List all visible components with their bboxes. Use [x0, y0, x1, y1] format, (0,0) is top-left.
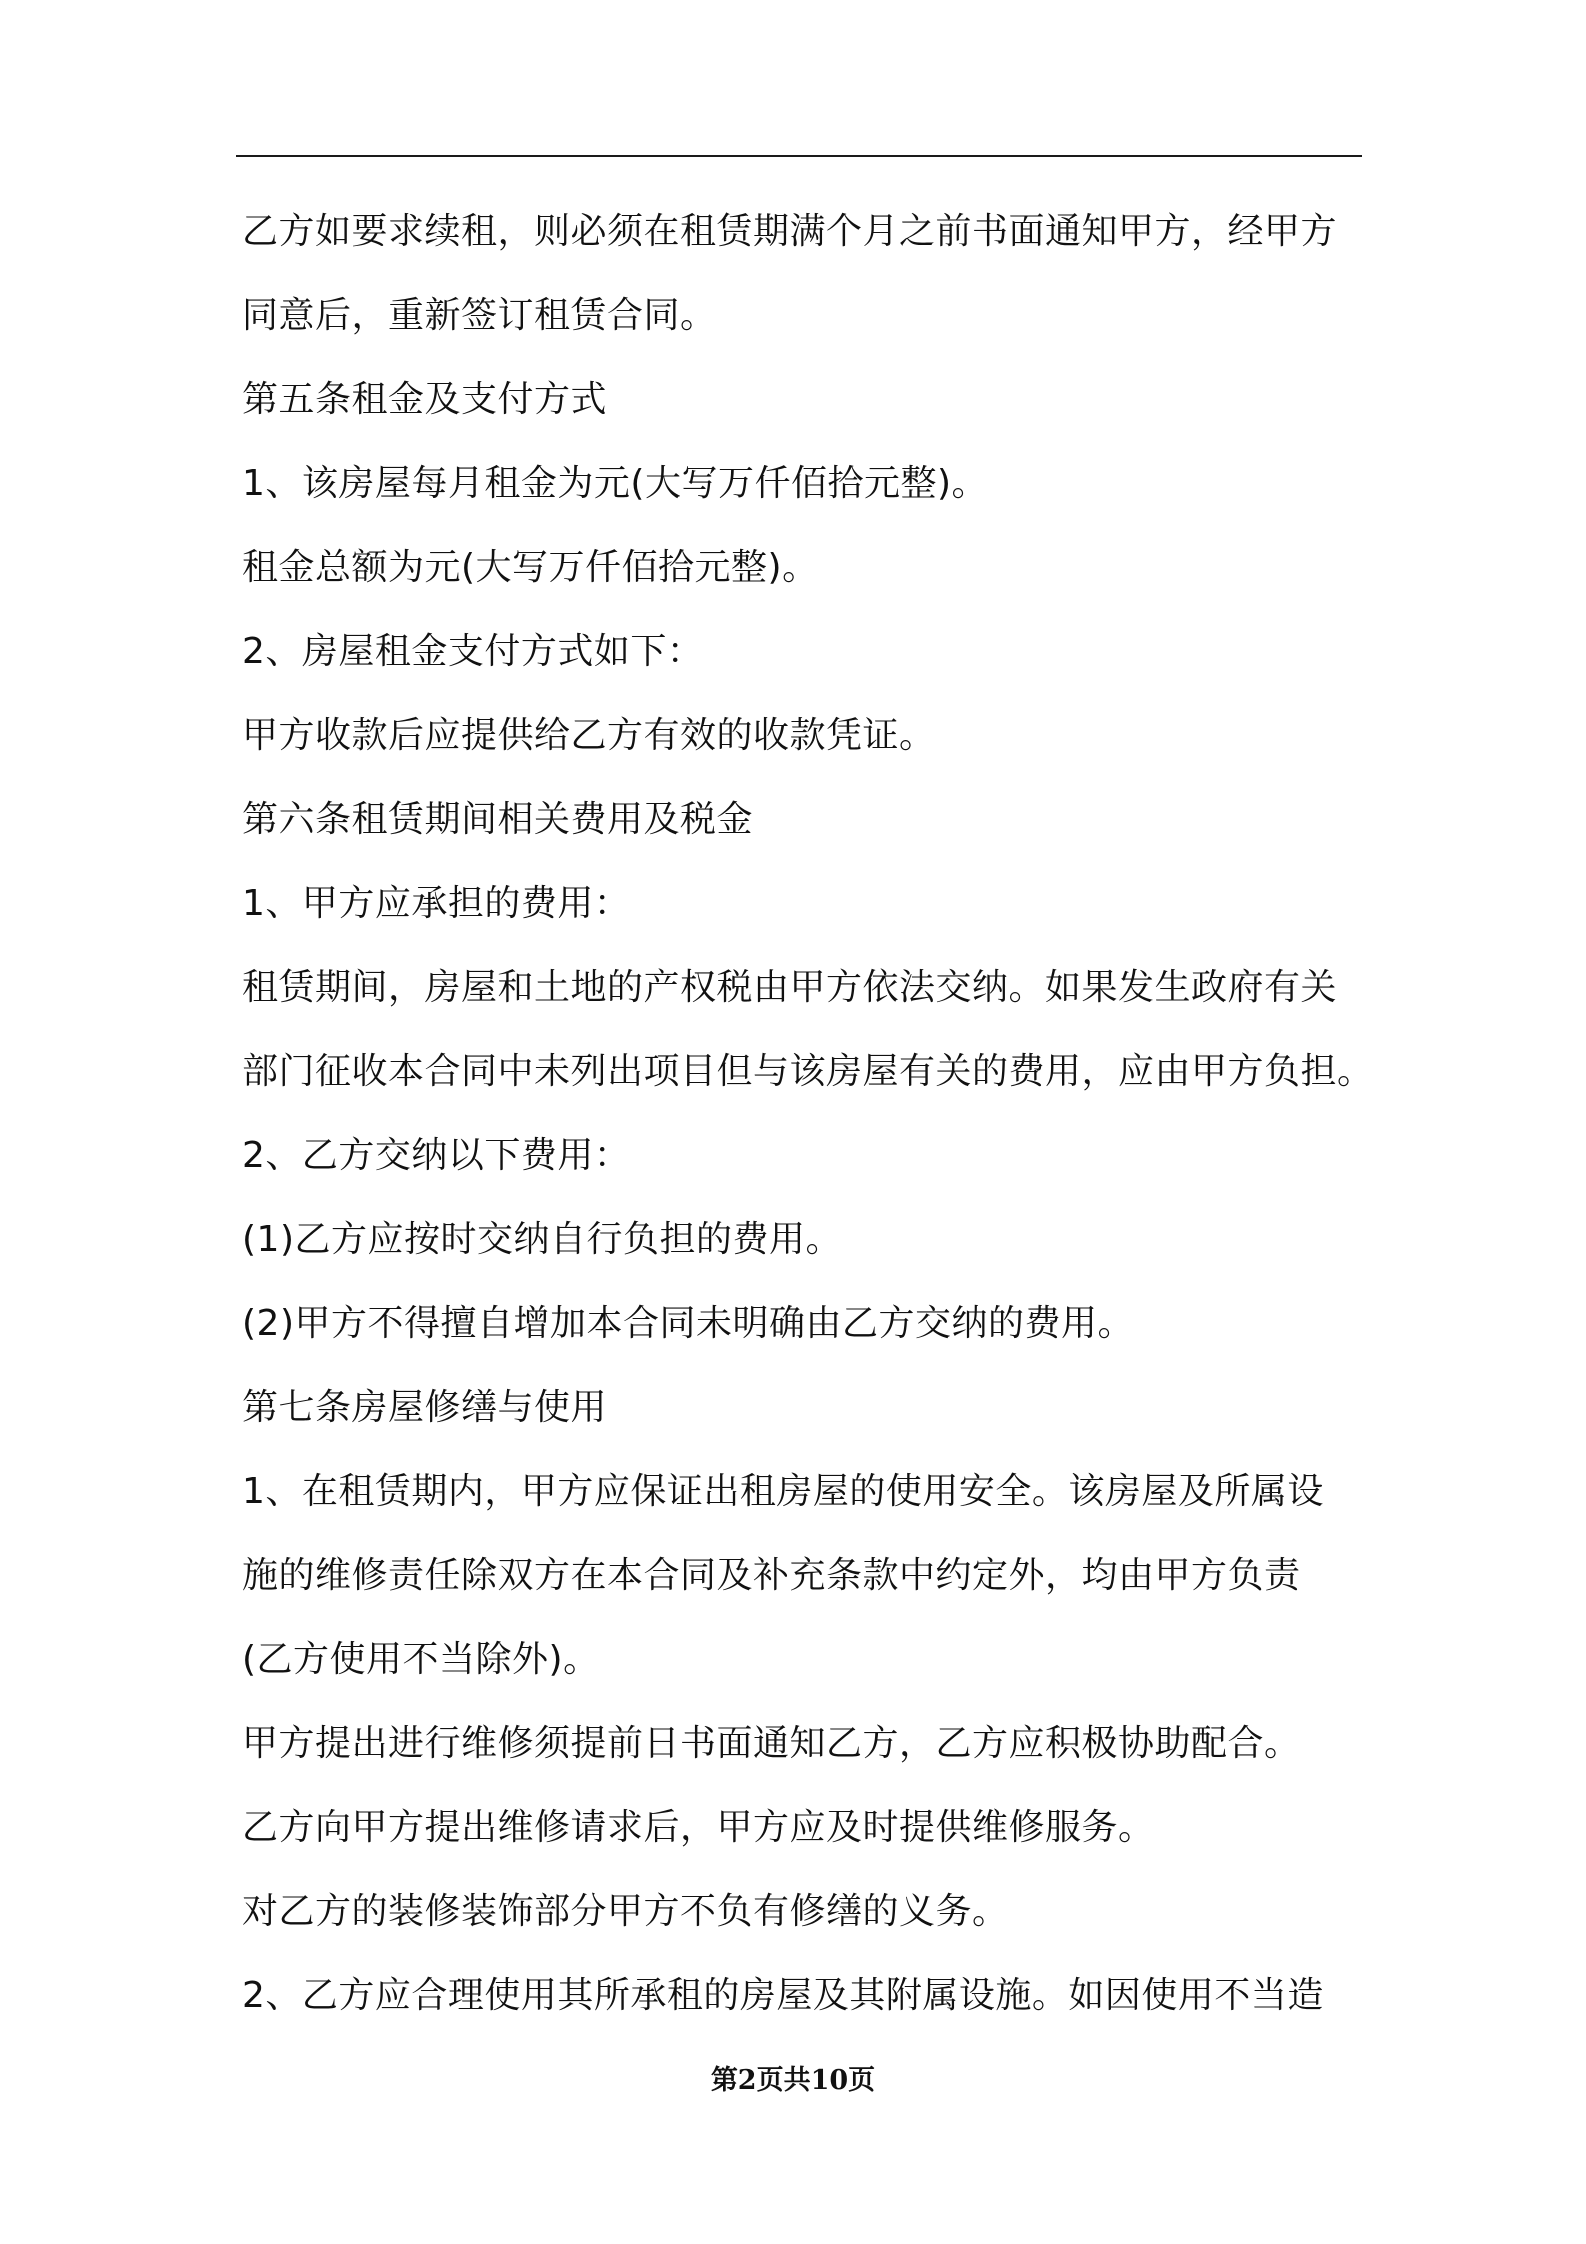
paragraph-line: 租赁期间，房屋和土地的产权税由甲方依法交纳。如果发生政府有关	[242, 967, 1338, 1008]
paragraph-line: 1、在租赁期内，甲方应保证出租房屋的使用安全。该房屋及所属设	[242, 1471, 1324, 1512]
paragraph-line: 甲方提出进行维修须提前日书面通知乙方，乙方应积极协助配合。	[242, 1723, 1301, 1764]
paragraph-line: 乙方如要求续租，则必须在租赁期满个月之前书面通知甲方，经甲方	[242, 211, 1338, 252]
paragraph-line: (乙方使用不当除外)。	[242, 1639, 600, 1680]
section-heading: 第六条租赁期间相关费用及税金	[242, 799, 754, 840]
paragraph-line: 1、甲方应承担的费用：	[242, 883, 631, 924]
paragraph-line: 同意后，重新签订租赁合同。	[242, 295, 717, 336]
paragraph-line: 租金总额为元(大写万仟佰拾元整)。	[242, 547, 819, 588]
paragraph-line: 1、该房屋每月租金为元(大写万仟佰拾元整)。	[242, 463, 988, 504]
header-divider	[236, 155, 1362, 157]
paragraph-line: 2、乙方交纳以下费用：	[242, 1135, 631, 1176]
document-body	[242, 190, 1382, 2038]
paragraph-line: 乙方向甲方提出维修请求后，甲方应及时提供维修服务。	[242, 1807, 1155, 1848]
paragraph-line: (1)乙方应按时交纳自行负担的费用。	[242, 1219, 842, 1260]
section-heading: 第五条租金及支付方式	[242, 379, 608, 420]
paragraph-line: (2)甲方不得擅自增加本合同未明确由乙方交纳的费用。	[242, 1303, 1134, 1344]
paragraph-line: 对乙方的装修装饰部分甲方不负有修缮的义务。	[242, 1891, 1009, 1932]
paragraph-line: 2、房屋租金支付方式如下：	[242, 631, 704, 672]
paragraph-line: 部门征收本合同中未列出项目但与该房屋有关的费用，应由甲方负担。	[242, 1051, 1374, 1092]
paragraph-line: 甲方收款后应提供给乙方有效的收款凭证。	[242, 715, 936, 756]
paragraph-line: 2、乙方应合理使用其所承租的房屋及其附属设施。如因使用不当造	[242, 1975, 1324, 2016]
section-heading: 第七条房屋修缮与使用	[242, 1387, 608, 1428]
paragraph-line: 施的维修责任除双方在本合同及补充条款中约定外，均由甲方负责	[242, 1555, 1301, 1596]
page-number-footer: 第2页共10页	[710, 2065, 876, 2096]
